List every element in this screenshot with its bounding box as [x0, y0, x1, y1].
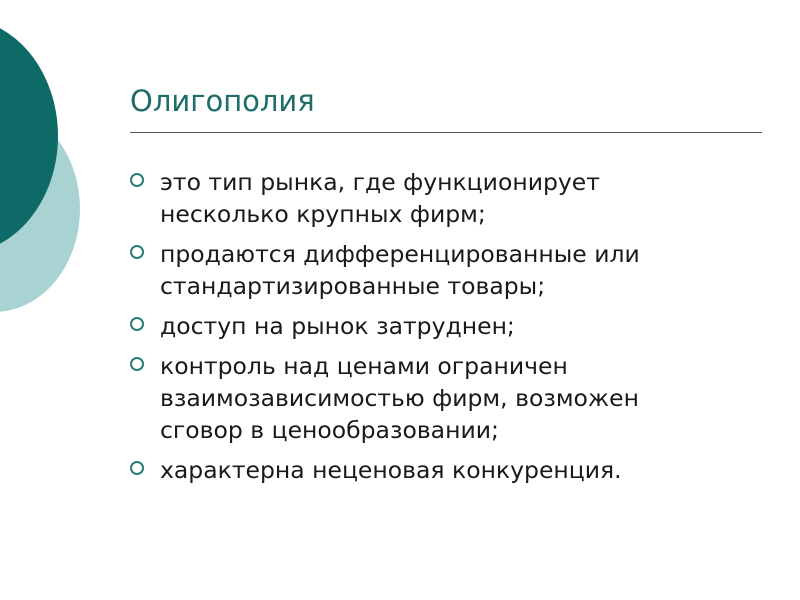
bullet-item	[130, 454, 770, 486]
bullet-list	[130, 166, 770, 494]
ring-bullet-icon	[130, 245, 144, 259]
bullet-text: это тип рынка, где функционирует несколько крупных фирм;	[160, 168, 600, 228]
bullet-text: доступ на рынок затруднен;	[160, 312, 515, 340]
ring-bullet-icon	[130, 461, 144, 475]
title-divider	[130, 132, 762, 133]
ring-bullet-icon	[130, 357, 144, 371]
bullet-text: характерна неценовая конкуренция.	[160, 456, 622, 484]
bullet-item	[130, 310, 770, 342]
bullet-text: продаются дифференцированные или стандартизированные товары;	[160, 240, 640, 300]
bullet-text: контроль над ценами ограничен взаимозависимостью фирм, возможен сговор в ценообразовании;	[160, 352, 639, 444]
bullet-item	[130, 350, 770, 446]
ring-bullet-icon	[130, 173, 144, 187]
slide-title: Олигополия	[130, 84, 315, 118]
bullet-item	[130, 166, 770, 230]
ring-bullet-icon	[130, 317, 144, 331]
bullet-item	[130, 238, 770, 302]
